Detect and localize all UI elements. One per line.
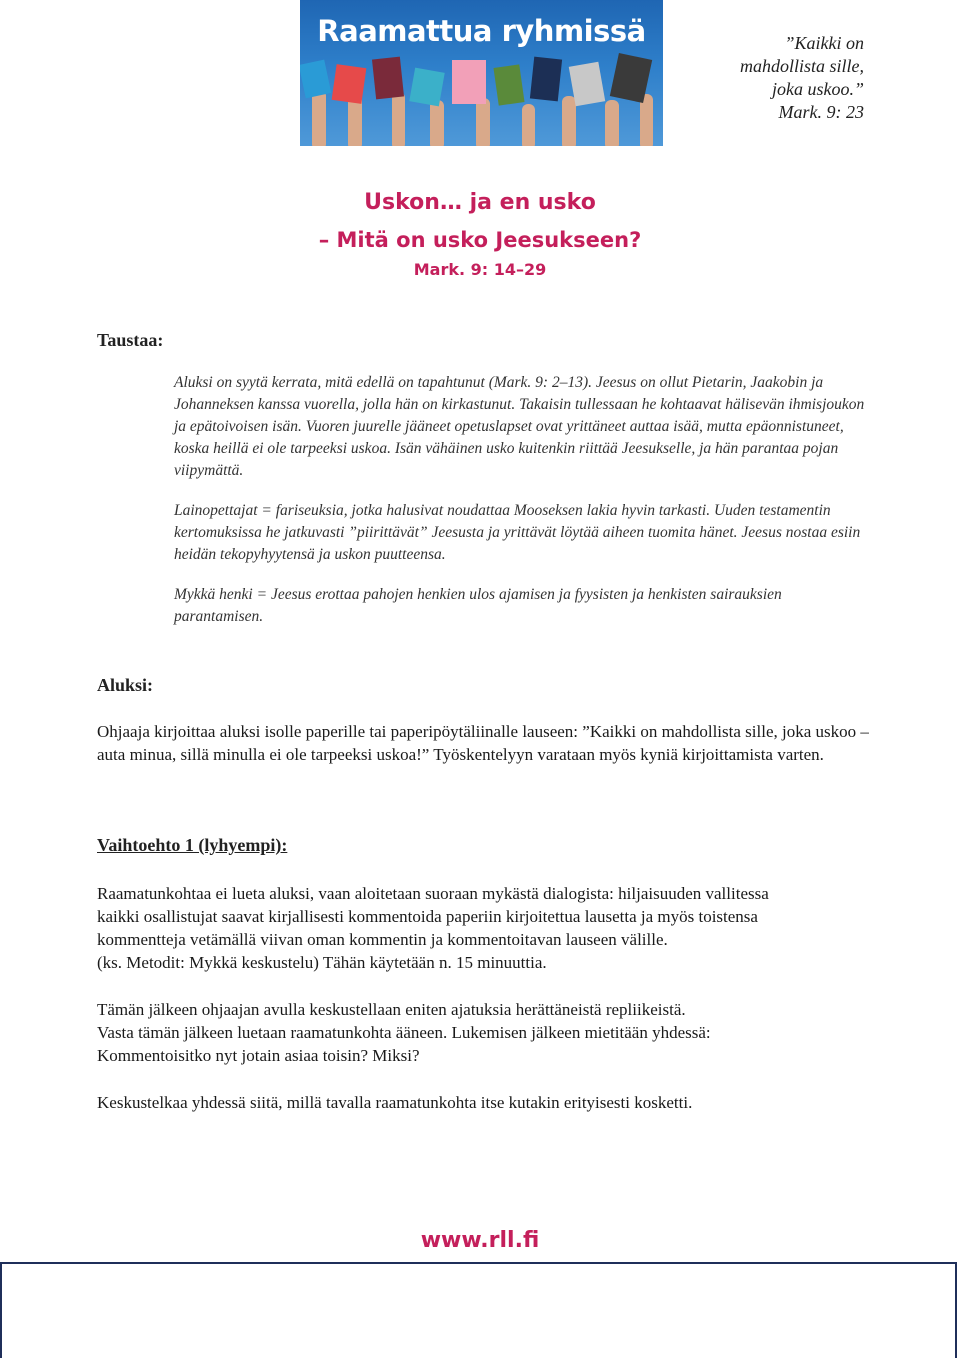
section-label-aluksi: Aluksi: [97,675,154,695]
paragraph-line: Tämän jälkeen ohjaajan avulla keskustellaan eniten ajatuksia herättäneistä repliikeistä. [97,1000,686,1019]
paragraph-line: Kommentoisitko nyt jotain asiaa toisin? Miksi? [97,1046,420,1065]
paragraph-line: Vasta tämän jälkeen luetaan raamatunkohta ääneen. Lukemisen jälkeen mietitään yhdessä: [97,1023,711,1042]
paragraph-line: (ks. Metodit: Mykkä keskustelu) Tähän käytetään n. 15 minuuttia. [97,953,547,972]
aluksi-paragraph: Ohjaaja kirjoittaa aluksi isolle paperille tai paperipöytäliinalle lauseen: ”Kaikki on mahdollista sille, joka uskoo – auta minua, sillä minulla ei ole tarpeeksi uskoa!” Työskentelyyn varataan myös kyniä kirjoittamista varten. [97,722,869,764]
page-title: Uskon… ja en usko [364,190,596,215]
epigraph-line: ”Kaikki on [784,33,864,53]
banner-title: Raamattua ryhmissä [317,14,646,48]
epigraph-line: mahdollista sille, [739,56,864,76]
option-paragraph: Keskustelkaa yhdessä siitä, millä tavalla raamatunkohta itse kutakin erityisesti kosketti. [97,1093,693,1112]
background-paragraph: Aluksi on syytä kerrata, mitä edellä on tapahtunut (Mark. 9: 2–13). Jeesus on ollut Pietarin, Jaakobin ja Johanneksen kanssa vuorella, jolla hän on kirkastunut. Takaisin tullessaan he kohtaavat hälisevän ihmisjoukon ja epätoivoisen isän. Vuoren juurelle jääneet opetuslapset ovat yrittäneet auttaa isää, mutta epäonnistuneet, koska heillä ei ole tarpeeksi uskoa. Isän vähäinen usko kuitenkin riittää Jeesukselle, ja hän parantaa pojan viipymättä. [174,374,865,479]
epigraph-reference: Mark. 9: 23 [778,102,864,122]
bottom-frame-border [0,1262,957,1358]
header-banner [300,0,663,146]
paragraph-line: kaikki osallistujat saavat kirjallisesti kommentoida paperiin kirjoitettua lausetta ja myös toistensa [97,907,758,926]
epigraph-quote [700,32,864,124]
option-paragraph [97,998,877,1067]
footer-link[interactable]: www.rll.fi [420,1228,540,1253]
bible-reference: Mark. 9: 14–29 [413,260,547,279]
section-label-taustaa: Taustaa: [97,330,164,350]
paragraph-line: kommentteja vetämällä viivan oman kommentin ja kommentoitavan lauseen välille. [97,930,668,949]
background-paragraph: Lainopettajat = fariseuksia, jotka halusivat noudattaa Mooseksen lakia hyvin tarkasti. Uuden testamentin kertomuksissa he jatkuvasti ”piirittävät” Jeesusta ja yrittävät löytää aiheen tuomita hänet. Jeesus nostaa esiin heidän tekopyhyytensä ja uskon puutteensa. [174,502,861,563]
paragraph-line: Raamatunkohtaa ei lueta aluksi, vaan aloitetaan suoraan mykästä dialogista: hiljaisuuden vallitessa [97,884,769,903]
epigraph-line: joka uskoo.” [772,79,864,99]
option-paragraph [97,882,877,974]
background-paragraph: Mykkä henki = Jeesus erottaa pahojen henkien ulos ajamisen ja fyysisten ja henkisten sairauksien parantamisen. [174,586,782,625]
section-label-vaihtoehto-1: Vaihtoehto 1 (lyhyempi): [97,835,288,855]
page-subtitle: – Mitä on usko Jeesukseen? [318,228,642,252]
